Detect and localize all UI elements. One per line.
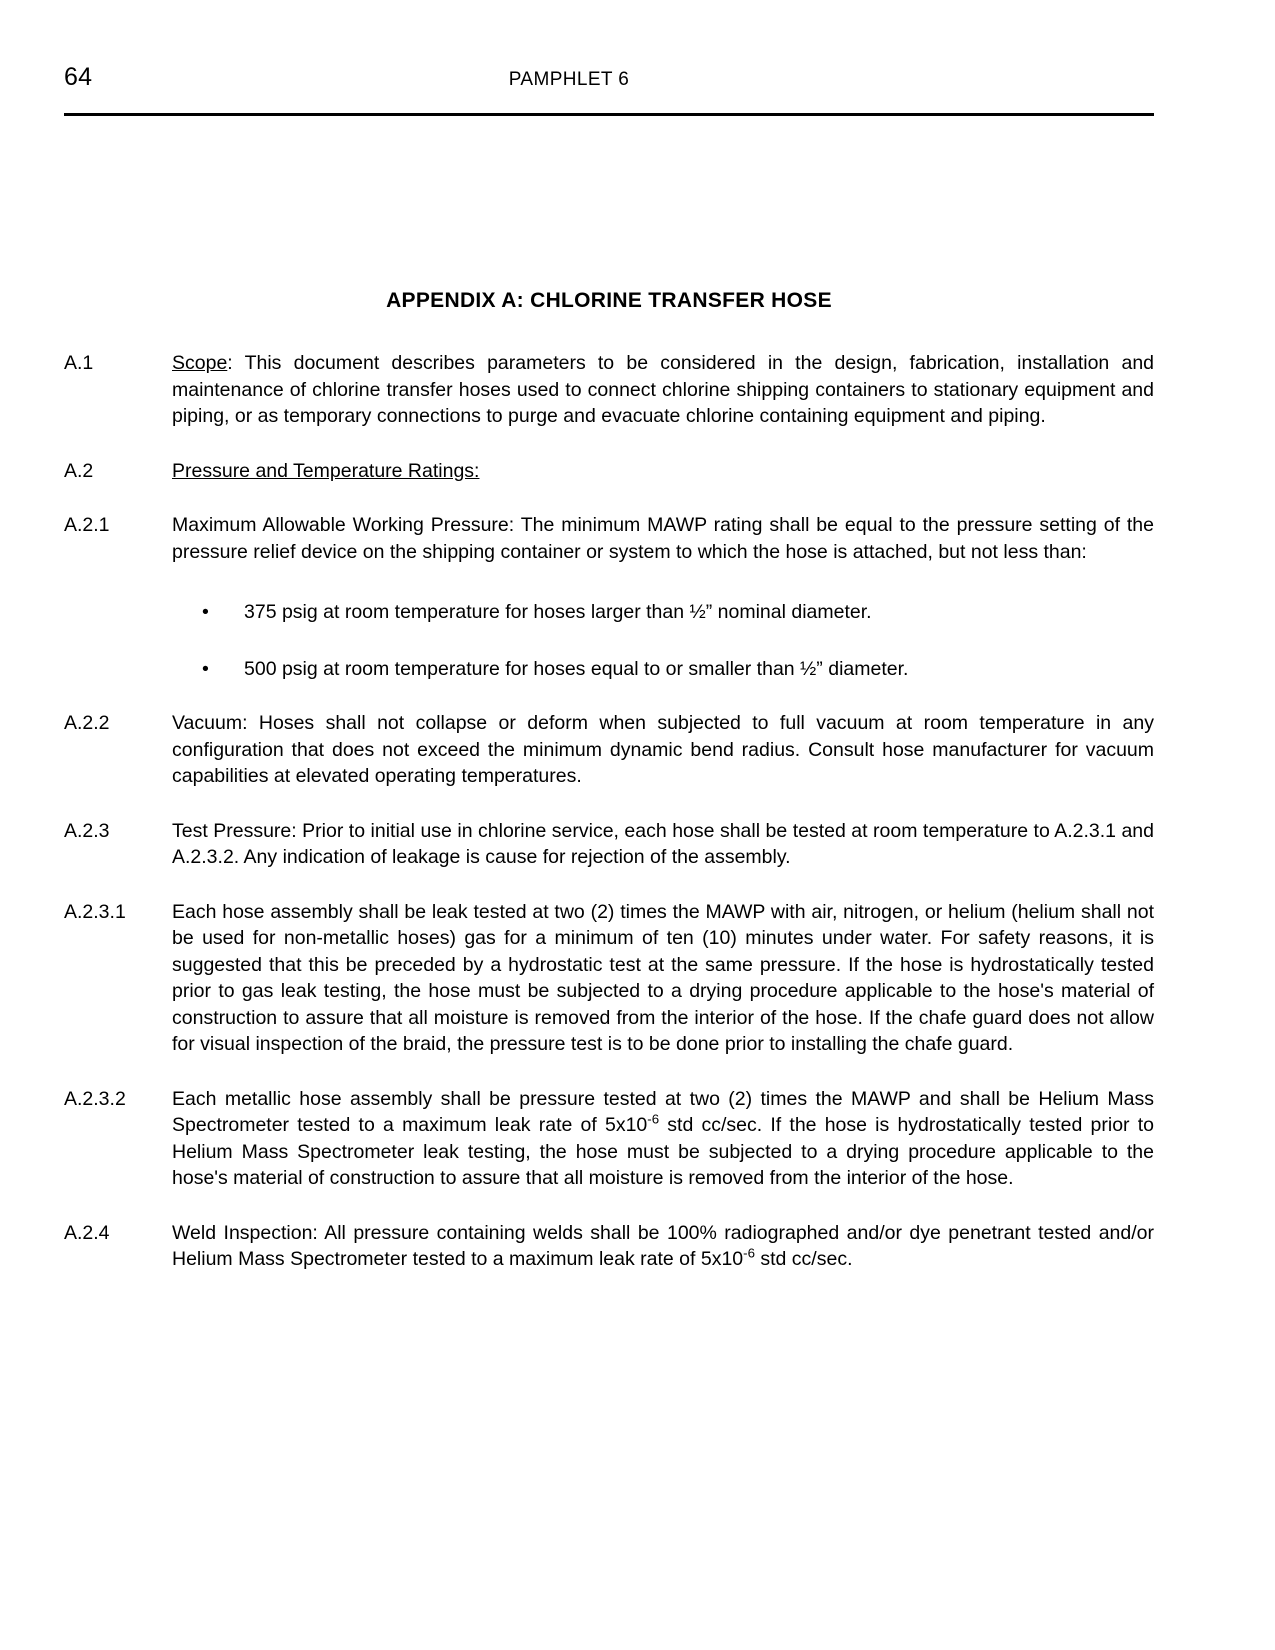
bullet-list-container xyxy=(64,599,1154,682)
section-a23 xyxy=(64,818,1154,871)
section-label-a2: A.2 xyxy=(64,459,94,482)
section-lead-suffix-a1: : xyxy=(227,352,245,374)
page-content-area xyxy=(64,0,1154,1273)
section-lead-a1: Scope xyxy=(172,352,228,374)
section-a232 xyxy=(64,1086,1154,1192)
section-text-a232-part1: Each metallic hose assembly shall be pressure tested at two (2) times the MAWP and shall be Helium Mass Spectrometer tested to a maximum leak rate of 5x10 xyxy=(172,1087,1154,1136)
section-label-a232: A.2.3.2 xyxy=(64,1087,126,1110)
section-body-a2 xyxy=(172,458,1154,485)
section-body-a21: Maximum Allowable Working Pressure: The minimum MAWP rating shall be equal to the pressure setting of the pressure relief device on the shipping container or system to which the hose is attached, but not less than: xyxy=(172,514,1154,563)
page-header xyxy=(64,0,1154,124)
section-body-a24 xyxy=(172,1220,1154,1273)
superscript-exponent: -6 xyxy=(647,1111,660,1127)
section-body-a232 xyxy=(172,1086,1154,1192)
appendix-title: APPENDIX A: CHLORINE TRANSFER HOSE xyxy=(386,289,832,312)
bullet-text: 500 psig at room temperature for hoses equal to or smaller than ½” diameter. xyxy=(244,657,909,680)
section-label-a23: A.2.3 xyxy=(64,819,110,842)
section-text-a232-part2: std cc/sec. If the hose is hydrostatically tested prior to Helium Mass Spectrometer leak testing, the hose must be subjected to a drying procedure applicable to the hose's material of construction to assure that all moisture is removed from the interior of the hose. xyxy=(172,1114,1154,1189)
section-body-a22: Vacuum: Hoses shall not collapse or deform when subjected to full vacuum at room temperature in any configuration that does not exceed the minimum dynamic bend radius. Consult hose manufacturer for vacuum capabilities at elevated operating temperatures. xyxy=(172,712,1154,787)
section-text-a24-part1: Weld Inspection: All pressure containing welds shall be 100% radiographed and/or dye penetrant tested and/or Helium Mass Spectrometer tested to a maximum leak rate of 5x10 xyxy=(172,1221,1154,1270)
section-text-a1: This document describes parameters to be considered in the design, fabrication, installation and maintenance of chlorine transfer hoses used to connect chlorine shipping containers to stationary equipment and piping, or as temporary connections to purge and evacuate chlorine containing equipment and piping. xyxy=(172,352,1155,427)
page-number: 64 xyxy=(64,63,93,91)
section-body-a23: Test Pressure: Prior to initial use in chlorine service, each hose shall be tested at room temperature to A.2.3.1 and A.2.3.2. Any indication of leakage is cause for rejection of the assembly. xyxy=(172,819,1154,868)
bullet-text: 375 psig at room temperature for hoses larger than ½” nominal diameter. xyxy=(244,601,872,623)
section-a22 xyxy=(64,710,1154,790)
list-item xyxy=(172,656,1154,683)
section-text-a24-part2: std cc/sec. xyxy=(754,1248,853,1270)
section-a231 xyxy=(64,899,1154,1058)
bullet-point-icon: • xyxy=(202,601,209,623)
section-label-a21: A.2.1 xyxy=(64,514,110,536)
section-label-a22: A.2.2 xyxy=(64,712,110,734)
section-body-a1 xyxy=(172,350,1154,430)
section-label-a1: A.1 xyxy=(64,352,94,374)
superscript-exponent: -6 xyxy=(743,1245,755,1261)
section-body-a231: Each hose assembly shall be leak tested at two (2) times the MAWP with air, nitrogen, or helium (helium shall not be used for non-metallic hoses) gas for a minimum of ten (10) minutes under water. For safety reasons, it is suggested that this be preceded by a hydrostatic test at the same pressure. If the hose is hydrostatically tested prior to gas leak testing, the hose must be subjected to a drying procedure applicable to the hose's material of construction to assure that all moisture is removed from the interior of the hose. If the chafe guard does not allow for visual inspection of the braid, the pressure test is to be done prior to installing the chafe guard. xyxy=(172,900,1154,1055)
section-label-a24: A.2.4 xyxy=(64,1221,110,1244)
section-a1 xyxy=(64,350,1154,430)
section-a2 xyxy=(64,458,1154,485)
header-divider-rule xyxy=(64,113,1154,116)
running-title: PAMPHLET 6 xyxy=(508,69,630,90)
section-label-a231: A.2.3.1 xyxy=(64,900,126,923)
bullet-point-icon: • xyxy=(202,657,209,680)
list-item xyxy=(172,599,1154,626)
section-lead-a2: Pressure and Temperature Ratings: xyxy=(172,459,480,482)
section-a24 xyxy=(64,1220,1154,1273)
pressure-bullet-list xyxy=(172,599,1154,682)
section-a21 xyxy=(64,512,1154,565)
